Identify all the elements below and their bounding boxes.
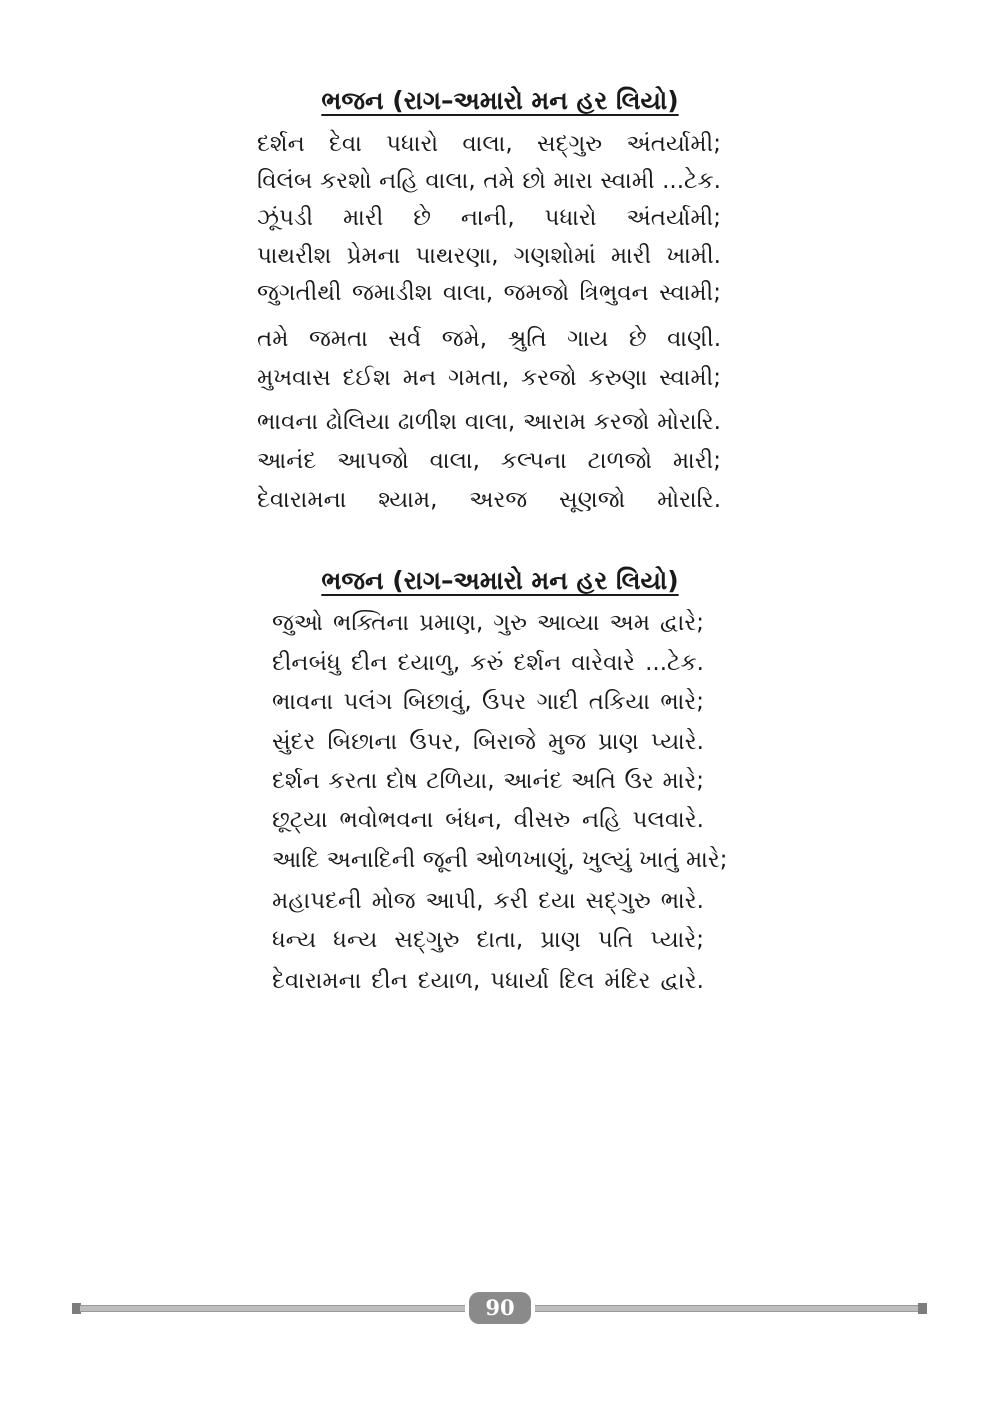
verse-line: દેવારામના દીન દયાળ, પધાર્યા દિલ મંદિર દ્વારે. bbox=[272, 968, 704, 994]
verse-line: આદિ અનાદિની જૂની ઓળખાણું, ખુલ્યું ખાતું મારે; bbox=[272, 847, 728, 873]
verse-line: ઝૂંપડી મારી છે નાની, પધારો અંતર્યામી; bbox=[257, 205, 721, 231]
verse-line: દીનબંધુ દીન દયાળુ, કરું દર્શન વારેવારે ...ટેક. bbox=[272, 650, 704, 676]
verse-line: ભાવના ઢોલિયા ઢાળીશ વાલા, આરામ કરજો મોરારિ. bbox=[257, 409, 721, 435]
bhajan-title: ભજન (રાગ–અમારો મન હર લિયો) bbox=[321, 566, 679, 595]
verse-line: દેવારામના શ્યામ, અરજ સૂણજો મોરારિ. bbox=[257, 487, 721, 513]
footer-rule-cap bbox=[918, 1303, 927, 1314]
bhajan-title: ભજન (રાગ–અમારો મન હર લિયો) bbox=[321, 86, 679, 115]
verse-line: દર્શન કરતા દોષ ટળિયા, આનંદ અતિ ઉર મારે; bbox=[272, 768, 704, 794]
verse-line: પાથરીશ પ્રેમના પાથરણા, ગણશોમાં મારી ખામી. bbox=[257, 243, 721, 269]
verse-line: મુખવાસ દઈશ મન ગમતા, કરજો કરુણા સ્વામી; bbox=[257, 365, 721, 391]
verse-line: જુગતીથી જમાડીશ વાલા, જમજો ત્રિભુવન સ્વામી; bbox=[257, 280, 721, 306]
verse-line: વિલંબ કરશો નહિ વાલા, તમે છો મારા સ્વામી ...ટેક. bbox=[257, 168, 721, 194]
footer-rule-left bbox=[80, 1305, 465, 1312]
verse-line: તમે જમતા સર્વ જમે, શ્રુતિ ગાય છે વાણી. bbox=[257, 326, 721, 352]
verse-line: આનંદ આપજો વાલા, કલ્પના ટાળજો મારી; bbox=[257, 448, 721, 474]
verse-line: ધન્ય ધન્ય સદ્‌ગુરુ દાતા, પ્રાણ પતિ પ્યારે; bbox=[272, 927, 704, 953]
verse-line: ભાવના પલંગ બિછાવું, ઉપર ગાદી તકિયા ભારે; bbox=[272, 689, 704, 715]
verse-line: છૂટ્યા ભવોભવના બંધન, વીસરુ નહિ પલવારે. bbox=[272, 807, 704, 833]
verse-line: જુઓ ભક્તિના પ્રમાણ, ગુરુ આવ્યા અમ દ્વારે; bbox=[272, 610, 704, 636]
verse-line: સુંદર બિછાના ઉપર, બિરાજે મુજ પ્રાણ પ્યારે. bbox=[272, 729, 704, 755]
page-footer bbox=[0, 1290, 1000, 1330]
verse-line: મહાપદની મોજ આપી, કરી દયા સદ્‌ગુરુ ભારે. bbox=[272, 888, 704, 914]
page-number: 90 bbox=[469, 1292, 531, 1324]
footer-rule-right bbox=[535, 1305, 920, 1312]
verse-line: દર્શન દેવા પધારો વાલા, સદ્‌ગુરુ અંતર્યામી; bbox=[257, 131, 721, 157]
